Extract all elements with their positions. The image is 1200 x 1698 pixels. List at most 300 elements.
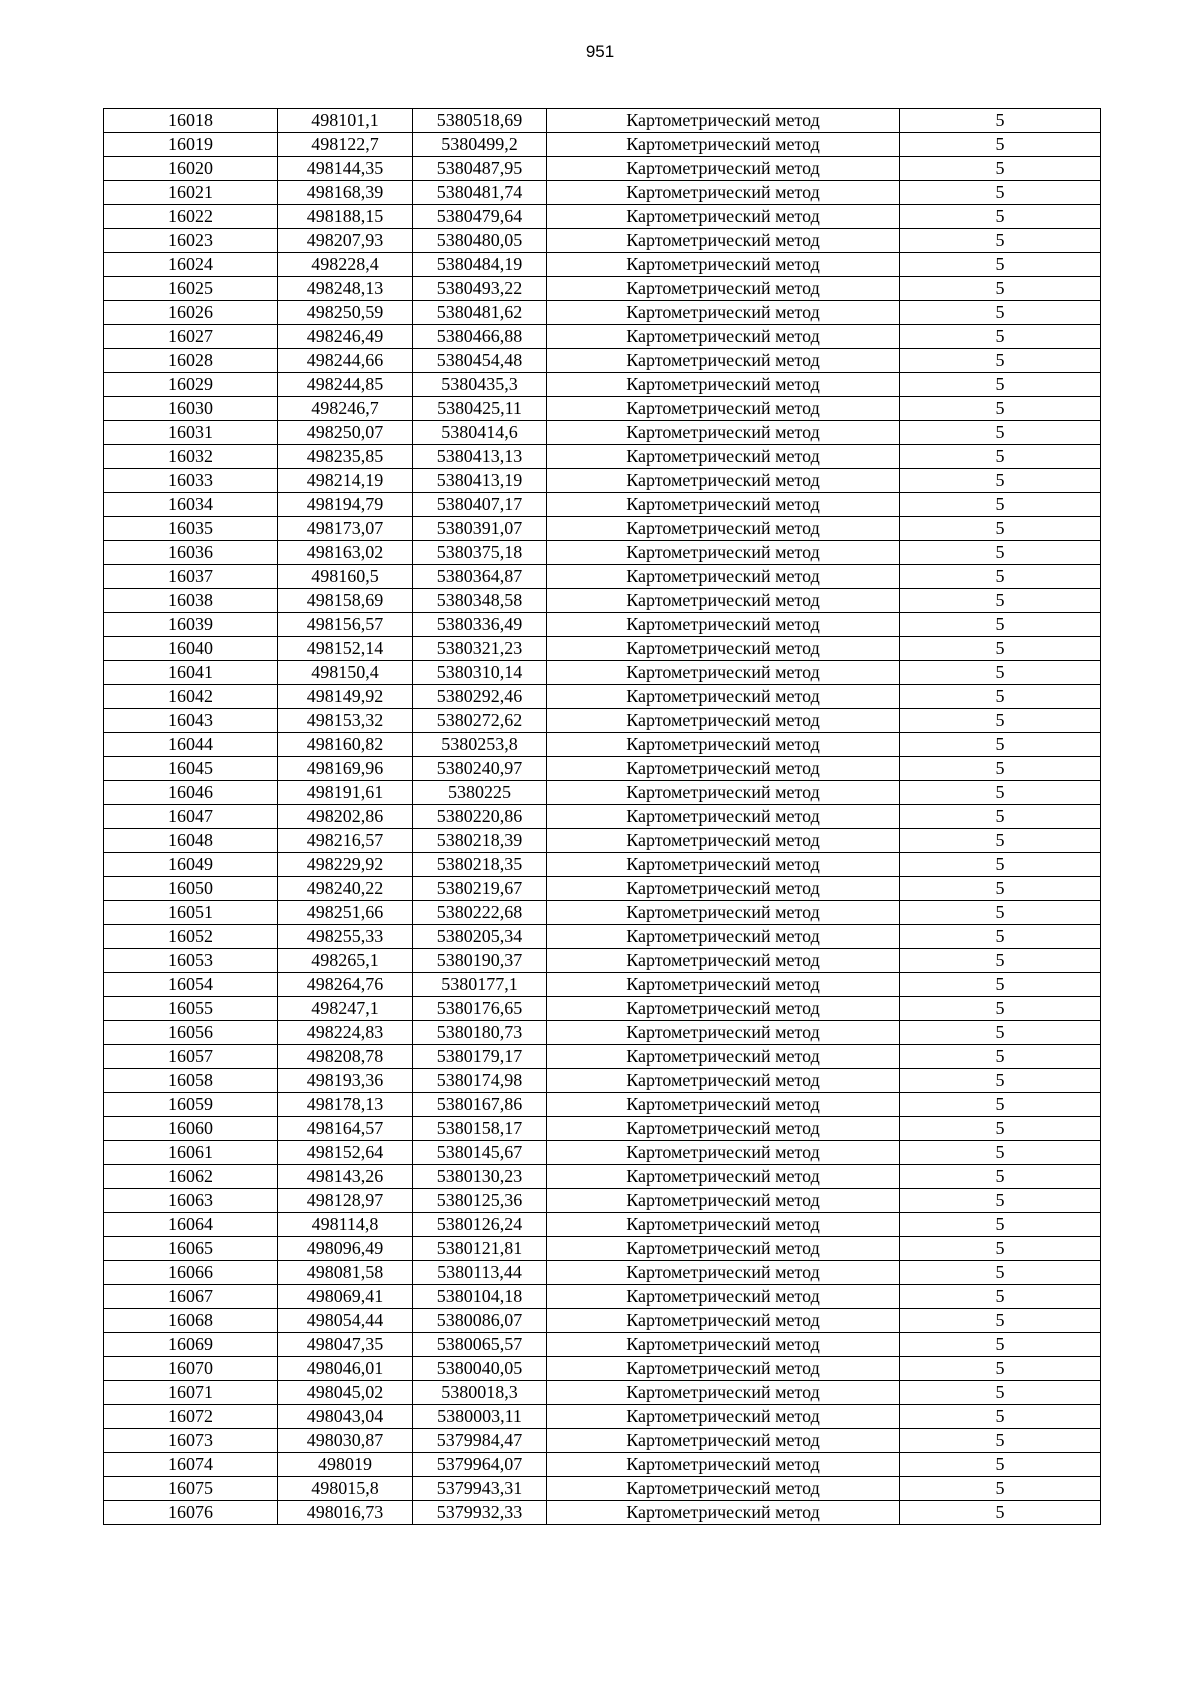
table-row [104,541,1101,565]
y-coordinate-cell: 5380218,35 [413,853,547,877]
table-row [104,205,1101,229]
y-coordinate-cell: 5380065,57 [413,1333,547,1357]
table-row [104,1261,1101,1285]
x-coordinate-cell: 498168,39 [278,181,413,205]
precision-cell: 5 [900,181,1101,205]
table-row [104,1357,1101,1381]
method-cell: Картометрический метод [547,781,900,805]
y-coordinate-cell: 5380167,86 [413,1093,547,1117]
table-row [104,253,1101,277]
table-row [104,1285,1101,1309]
x-coordinate-cell: 498207,93 [278,229,413,253]
table-row [104,877,1101,901]
point-number-cell: 16062 [104,1165,278,1189]
y-coordinate-cell: 5380414,6 [413,421,547,445]
y-coordinate-cell: 5380364,87 [413,565,547,589]
precision-cell: 5 [900,613,1101,637]
y-coordinate-cell: 5380190,37 [413,949,547,973]
precision-cell: 5 [900,349,1101,373]
table-row [104,301,1101,325]
table-row [104,805,1101,829]
precision-cell: 5 [900,685,1101,709]
point-number-cell: 16029 [104,373,278,397]
y-coordinate-cell: 5380174,98 [413,1069,547,1093]
y-coordinate-cell: 5380219,67 [413,877,547,901]
point-number-cell: 16021 [104,181,278,205]
method-cell: Картометрический метод [547,1069,900,1093]
method-cell: Картометрический метод [547,805,900,829]
table-row [104,925,1101,949]
method-cell: Картометрический метод [547,949,900,973]
method-cell: Картометрический метод [547,325,900,349]
x-coordinate-cell: 498101,1 [278,109,413,133]
method-cell: Картометрический метод [547,1333,900,1357]
table-row [104,373,1101,397]
x-coordinate-cell: 498164,57 [278,1117,413,1141]
y-coordinate-cell: 5380272,62 [413,709,547,733]
y-coordinate-cell: 5380113,44 [413,1261,547,1285]
method-cell: Картометрический метод [547,181,900,205]
table-row [104,829,1101,853]
method-cell: Картометрический метод [547,1165,900,1189]
point-number-cell: 16038 [104,589,278,613]
y-coordinate-cell: 5380518,69 [413,109,547,133]
x-coordinate-cell: 498228,4 [278,253,413,277]
y-coordinate-cell: 5379984,47 [413,1429,547,1453]
method-cell: Картометрический метод [547,109,900,133]
y-coordinate-cell: 5380126,24 [413,1213,547,1237]
precision-cell: 5 [900,541,1101,565]
point-number-cell: 16072 [104,1405,278,1429]
y-coordinate-cell: 5380180,73 [413,1021,547,1045]
precision-cell: 5 [900,1261,1101,1285]
point-number-cell: 16065 [104,1237,278,1261]
precision-cell: 5 [900,1429,1101,1453]
point-number-cell: 16069 [104,1333,278,1357]
precision-cell: 5 [900,997,1101,1021]
page-number: 951 [585,42,615,61]
method-cell: Картометрический метод [547,733,900,757]
precision-cell: 5 [900,1453,1101,1477]
x-coordinate-cell: 498046,01 [278,1357,413,1381]
coordinates-table [103,108,1101,1525]
point-number-cell: 16046 [104,781,278,805]
method-cell: Картометрический метод [547,973,900,997]
precision-cell: 5 [900,805,1101,829]
y-coordinate-cell: 5380484,19 [413,253,547,277]
precision-cell: 5 [900,421,1101,445]
x-coordinate-cell: 498081,58 [278,1261,413,1285]
precision-cell: 5 [900,373,1101,397]
method-cell: Картометрический метод [547,901,900,925]
point-number-cell: 16035 [104,517,278,541]
method-cell: Картометрический метод [547,1477,900,1501]
method-cell: Картометрический метод [547,709,900,733]
method-cell: Картометрический метод [547,1501,900,1525]
y-coordinate-cell: 5379932,33 [413,1501,547,1525]
y-coordinate-cell: 5380145,67 [413,1141,547,1165]
precision-cell: 5 [900,1189,1101,1213]
method-cell: Картометрический метод [547,685,900,709]
method-cell: Картометрический метод [547,253,900,277]
table-row [104,1045,1101,1069]
point-number-cell: 16060 [104,1117,278,1141]
point-number-cell: 16061 [104,1141,278,1165]
x-coordinate-cell: 498043,04 [278,1405,413,1429]
y-coordinate-cell: 5380481,62 [413,301,547,325]
table-row [104,1501,1101,1525]
table-row [104,181,1101,205]
table-row [104,469,1101,493]
table-row [104,1381,1101,1405]
x-coordinate-cell: 498069,41 [278,1285,413,1309]
x-coordinate-cell: 498244,85 [278,373,413,397]
method-cell: Картометрический метод [547,517,900,541]
precision-cell: 5 [900,253,1101,277]
table-row [104,1165,1101,1189]
precision-cell: 5 [900,1213,1101,1237]
x-coordinate-cell: 498114,8 [278,1213,413,1237]
method-cell: Картометрический метод [547,1141,900,1165]
x-coordinate-cell: 498054,44 [278,1309,413,1333]
y-coordinate-cell: 5380487,95 [413,157,547,181]
precision-cell: 5 [900,853,1101,877]
table-row [104,421,1101,445]
x-coordinate-cell: 498158,69 [278,589,413,613]
point-number-cell: 16028 [104,349,278,373]
point-number-cell: 16052 [104,925,278,949]
y-coordinate-cell: 5380391,07 [413,517,547,541]
x-coordinate-cell: 498169,96 [278,757,413,781]
point-number-cell: 16030 [104,397,278,421]
precision-cell: 5 [900,469,1101,493]
x-coordinate-cell: 498264,76 [278,973,413,997]
method-cell: Картометрический метод [547,829,900,853]
x-coordinate-cell: 498208,78 [278,1045,413,1069]
method-cell: Картометрический метод [547,1357,900,1381]
precision-cell: 5 [900,109,1101,133]
method-cell: Картометрический метод [547,277,900,301]
precision-cell: 5 [900,709,1101,733]
point-number-cell: 16070 [104,1357,278,1381]
point-number-cell: 16075 [104,1477,278,1501]
x-coordinate-cell: 498144,35 [278,157,413,181]
y-coordinate-cell: 5380413,19 [413,469,547,493]
y-coordinate-cell: 5380176,65 [413,997,547,1021]
precision-cell: 5 [900,517,1101,541]
x-coordinate-cell: 498122,7 [278,133,413,157]
precision-cell: 5 [900,1309,1101,1333]
x-coordinate-cell: 498250,07 [278,421,413,445]
table-row [104,637,1101,661]
method-cell: Картометрический метод [547,637,900,661]
point-number-cell: 16074 [104,1453,278,1477]
table-row [104,1453,1101,1477]
table-row [104,1189,1101,1213]
method-cell: Картометрический метод [547,229,900,253]
point-number-cell: 16063 [104,1189,278,1213]
x-coordinate-cell: 498128,97 [278,1189,413,1213]
table-row [104,397,1101,421]
y-coordinate-cell: 5380454,48 [413,349,547,373]
method-cell: Картометрический метод [547,997,900,1021]
table-row [104,277,1101,301]
method-cell: Картометрический метод [547,877,900,901]
precision-cell: 5 [900,1477,1101,1501]
point-number-cell: 16041 [104,661,278,685]
y-coordinate-cell: 5380040,05 [413,1357,547,1381]
y-coordinate-cell: 5380480,05 [413,229,547,253]
point-number-cell: 16020 [104,157,278,181]
x-coordinate-cell: 498194,79 [278,493,413,517]
y-coordinate-cell: 5380493,22 [413,277,547,301]
y-coordinate-cell: 5380003,11 [413,1405,547,1429]
y-coordinate-cell: 5379964,07 [413,1453,547,1477]
table-row [104,1141,1101,1165]
method-cell: Картометрический метод [547,1213,900,1237]
y-coordinate-cell: 5380413,13 [413,445,547,469]
precision-cell: 5 [900,1165,1101,1189]
x-coordinate-cell: 498150,4 [278,661,413,685]
method-cell: Картометрический метод [547,1093,900,1117]
y-coordinate-cell: 5380481,74 [413,181,547,205]
point-number-cell: 16034 [104,493,278,517]
table-row [104,517,1101,541]
method-cell: Картометрический метод [547,349,900,373]
table-row [104,1237,1101,1261]
x-coordinate-cell: 498255,33 [278,925,413,949]
point-number-cell: 16022 [104,205,278,229]
precision-cell: 5 [900,157,1101,181]
table-row [104,949,1101,973]
point-number-cell: 16068 [104,1309,278,1333]
point-number-cell: 16033 [104,469,278,493]
x-coordinate-cell: 498265,1 [278,949,413,973]
table-row [104,1477,1101,1501]
point-number-cell: 16039 [104,613,278,637]
x-coordinate-cell: 498015,8 [278,1477,413,1501]
table-row [104,1405,1101,1429]
y-coordinate-cell: 5380125,36 [413,1189,547,1213]
table-row [104,1021,1101,1045]
y-coordinate-cell: 5380218,39 [413,829,547,853]
precision-cell: 5 [900,901,1101,925]
y-coordinate-cell: 5380222,68 [413,901,547,925]
y-coordinate-cell: 5380018,3 [413,1381,547,1405]
precision-cell: 5 [900,1405,1101,1429]
method-cell: Картометрический метод [547,1261,900,1285]
point-number-cell: 16025 [104,277,278,301]
table-row [104,733,1101,757]
y-coordinate-cell: 5380336,49 [413,613,547,637]
method-cell: Картометрический метод [547,1189,900,1213]
precision-cell: 5 [900,445,1101,469]
point-number-cell: 16043 [104,709,278,733]
precision-cell: 5 [900,1357,1101,1381]
table-row [104,109,1101,133]
method-cell: Картометрический метод [547,541,900,565]
y-coordinate-cell: 5380104,18 [413,1285,547,1309]
x-coordinate-cell: 498244,66 [278,349,413,373]
point-number-cell: 16051 [104,901,278,925]
precision-cell: 5 [900,229,1101,253]
point-number-cell: 16076 [104,1501,278,1525]
x-coordinate-cell: 498045,02 [278,1381,413,1405]
method-cell: Картометрический метод [547,589,900,613]
table-row [104,709,1101,733]
y-coordinate-cell: 5380158,17 [413,1117,547,1141]
x-coordinate-cell: 498229,92 [278,853,413,877]
table-row [104,1213,1101,1237]
x-coordinate-cell: 498160,82 [278,733,413,757]
precision-cell: 5 [900,757,1101,781]
y-coordinate-cell: 5380292,46 [413,685,547,709]
method-cell: Картометрический метод [547,757,900,781]
table-row [104,661,1101,685]
point-number-cell: 16073 [104,1429,278,1453]
point-number-cell: 16019 [104,133,278,157]
precision-cell: 5 [900,781,1101,805]
method-cell: Картометрический метод [547,373,900,397]
point-number-cell: 16048 [104,829,278,853]
method-cell: Картометрический метод [547,493,900,517]
table-row [104,229,1101,253]
point-number-cell: 16027 [104,325,278,349]
y-coordinate-cell: 5380253,8 [413,733,547,757]
table-row [104,589,1101,613]
x-coordinate-cell: 498030,87 [278,1429,413,1453]
point-number-cell: 16032 [104,445,278,469]
precision-cell: 5 [900,301,1101,325]
point-number-cell: 16056 [104,1021,278,1045]
x-coordinate-cell: 498152,14 [278,637,413,661]
table-row [104,853,1101,877]
table-row [104,157,1101,181]
point-number-cell: 16042 [104,685,278,709]
x-coordinate-cell: 498096,49 [278,1237,413,1261]
precision-cell: 5 [900,589,1101,613]
x-coordinate-cell: 498156,57 [278,613,413,637]
x-coordinate-cell: 498016,73 [278,1501,413,1525]
y-coordinate-cell: 5380179,17 [413,1045,547,1069]
x-coordinate-cell: 498188,15 [278,205,413,229]
point-number-cell: 16044 [104,733,278,757]
precision-cell: 5 [900,661,1101,685]
point-number-cell: 16040 [104,637,278,661]
y-coordinate-cell: 5380240,97 [413,757,547,781]
x-coordinate-cell: 498246,7 [278,397,413,421]
precision-cell: 5 [900,1333,1101,1357]
method-cell: Картометрический метод [547,445,900,469]
x-coordinate-cell: 498235,85 [278,445,413,469]
point-number-cell: 16047 [104,805,278,829]
y-coordinate-cell: 5380310,14 [413,661,547,685]
precision-cell: 5 [900,1093,1101,1117]
precision-cell: 5 [900,925,1101,949]
point-number-cell: 16049 [104,853,278,877]
point-number-cell: 16058 [104,1069,278,1093]
table-row [104,325,1101,349]
method-cell: Картометрический метод [547,1237,900,1261]
precision-cell: 5 [900,325,1101,349]
x-coordinate-cell: 498143,26 [278,1165,413,1189]
x-coordinate-cell: 498047,35 [278,1333,413,1357]
point-number-cell: 16057 [104,1045,278,1069]
point-number-cell: 16036 [104,541,278,565]
x-coordinate-cell: 498240,22 [278,877,413,901]
point-number-cell: 16050 [104,877,278,901]
method-cell: Картометрический метод [547,661,900,685]
x-coordinate-cell: 498173,07 [278,517,413,541]
precision-cell: 5 [900,133,1101,157]
precision-cell: 5 [900,949,1101,973]
y-coordinate-cell: 5380479,64 [413,205,547,229]
x-coordinate-cell: 498250,59 [278,301,413,325]
method-cell: Картометрический метод [547,421,900,445]
method-cell: Картометрический метод [547,1429,900,1453]
x-coordinate-cell: 498153,32 [278,709,413,733]
table-row [104,973,1101,997]
point-number-cell: 16023 [104,229,278,253]
point-number-cell: 16045 [104,757,278,781]
x-coordinate-cell: 498193,36 [278,1069,413,1093]
method-cell: Картометрический метод [547,133,900,157]
table-row [104,613,1101,637]
y-coordinate-cell: 5380121,81 [413,1237,547,1261]
precision-cell: 5 [900,877,1101,901]
table-row [104,1069,1101,1093]
point-number-cell: 16031 [104,421,278,445]
method-cell: Картометрический метод [547,1453,900,1477]
point-number-cell: 16064 [104,1213,278,1237]
method-cell: Картометрический метод [547,301,900,325]
method-cell: Картометрический метод [547,205,900,229]
x-coordinate-cell: 498149,92 [278,685,413,709]
x-coordinate-cell: 498251,66 [278,901,413,925]
coordinates-table-body [104,109,1101,1525]
table-row [104,997,1101,1021]
precision-cell: 5 [900,1237,1101,1261]
method-cell: Картометрический метод [547,1117,900,1141]
x-coordinate-cell: 498216,57 [278,829,413,853]
point-number-cell: 16059 [104,1093,278,1117]
table-row [104,565,1101,589]
x-coordinate-cell: 498202,86 [278,805,413,829]
table-row [104,685,1101,709]
point-number-cell: 16066 [104,1261,278,1285]
method-cell: Картометрический метод [547,925,900,949]
y-coordinate-cell: 5380375,18 [413,541,547,565]
point-number-cell: 16018 [104,109,278,133]
precision-cell: 5 [900,1069,1101,1093]
method-cell: Картометрический метод [547,1309,900,1333]
y-coordinate-cell: 5380177,1 [413,973,547,997]
table-row [104,901,1101,925]
x-coordinate-cell: 498248,13 [278,277,413,301]
method-cell: Картометрический метод [547,157,900,181]
point-number-cell: 16055 [104,997,278,1021]
method-cell: Картометрический метод [547,397,900,421]
point-number-cell: 16053 [104,949,278,973]
precision-cell: 5 [900,205,1101,229]
point-number-cell: 16071 [104,1381,278,1405]
y-coordinate-cell: 5379943,31 [413,1477,547,1501]
point-number-cell: 16067 [104,1285,278,1309]
method-cell: Картометрический метод [547,1285,900,1309]
method-cell: Картометрический метод [547,853,900,877]
method-cell: Картометрический метод [547,1045,900,1069]
table-row [104,757,1101,781]
